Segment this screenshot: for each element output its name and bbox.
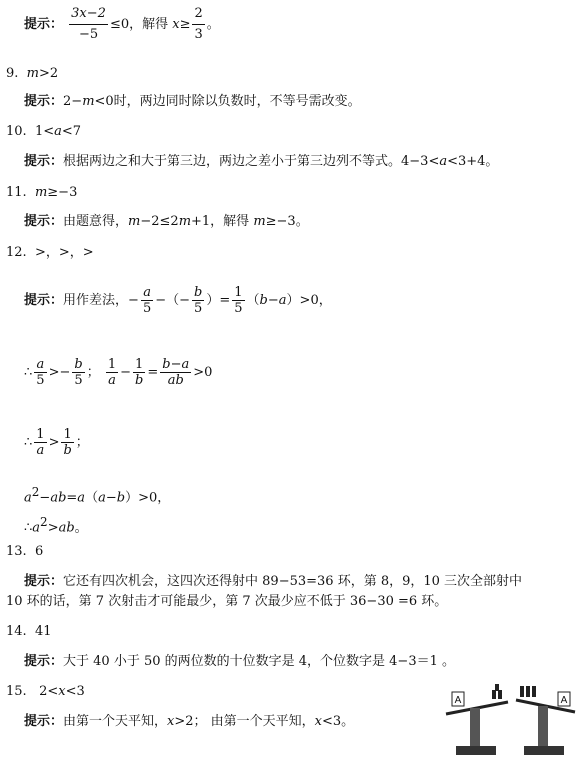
p13-hint-line1: 提示：它还有四次机会，这四次还得射中 89−53=36 环，第 8，9，10 三次全部射中: [24, 574, 523, 589]
balance-scale-right: [516, 686, 575, 755]
fraction: $\frac{b-a}{ab}$: [162, 357, 190, 388]
box-label-a: A: [454, 695, 462, 706]
p12-hint-line3: ∴ $\frac{1}{a}$ > $\frac{1}{b}$ ；: [24, 427, 89, 458]
balance-scale-left: [446, 684, 508, 755]
p15-hint: 提示：由第一个天平知，x>2； 由第一个天平知，x<3。: [24, 714, 355, 729]
p14-answer: 14. 41: [6, 624, 52, 639]
fraction: $\frac{a}{5}$: [36, 357, 45, 388]
fraction: $\frac{1}{a}$: [107, 357, 117, 388]
p12-hint-line4: $a^2-ab=a(a-b)>0$，: [24, 485, 171, 506]
p15-answer: 15. 2<x<3: [6, 684, 85, 699]
p13-hint-line2: 10 环的话，第 7 次射击才可能最少，第 7 次最少应不低于 36−30 =6 环。: [6, 594, 448, 609]
p11-hint: 提示：由题意得，m−2≤2m+1，解得 m≥−3。: [24, 214, 309, 229]
fraction: $\frac{b}{5}$: [194, 285, 203, 316]
box-label-a: A: [560, 695, 568, 706]
balance-scales-figure: [440, 684, 577, 760]
p12-hint-line2: ∴ $\frac{a}{5}$ >− $\frac{b}{5}$ ； $\frac{1}{a}$ − $\frac{1}{b}$ = $\frac{b-a}{ab}$ >0: [24, 357, 213, 388]
fraction: $\frac{1}{5}$: [234, 285, 243, 316]
p10-answer: 10. 1<a<7: [6, 124, 82, 139]
fraction: $\frac{b}{5}$: [74, 357, 83, 388]
p9-hint: 提示：2−m<0时，两边同时除以负数时，不等号需改变。: [24, 94, 361, 109]
p13-answer: 13. 6: [6, 544, 44, 559]
p12-hint-line5: $\therefore a^2>ab$。: [24, 515, 88, 536]
p11-answer: 11. m≥−3: [6, 185, 78, 200]
fraction: $\frac{1}{b}$: [63, 427, 72, 458]
p12-answer: 12. >，>，>: [6, 245, 94, 260]
p8-hint: 提示： $\frac{3x-2}{-5}$ ≤0，解得 x≥ $\frac{2}{3}$ 。: [24, 4, 220, 45]
p14-hint: 提示：大于 40 小于 50 的两位数的十位数字是 4，个位数字是 4−3＝1 。: [24, 654, 456, 669]
fraction: $\frac{2}{3}$: [194, 6, 203, 42]
fraction: $\frac{1}{a}$: [36, 427, 45, 458]
fraction: $\frac{3x-2}{-5}$: [71, 6, 106, 42]
p10-hint: 提示：根据两边之和大于第三边，两边之差小于第三边列不等式。4−3<a<3+4。: [24, 154, 499, 169]
fraction: $\frac{1}{b}$: [135, 357, 144, 388]
p9-answer: 9. m>2: [6, 66, 59, 81]
hint-label: 提示：: [24, 17, 64, 32]
p12-hint-line1: 提示：用作差法，− $\frac{a}{5}$ −（− $\frac{b}{5}$ ）= $\frac{1}{5}$ （b−a）>0，: [24, 285, 332, 316]
fraction: $\frac{a}{5}$: [142, 285, 152, 316]
